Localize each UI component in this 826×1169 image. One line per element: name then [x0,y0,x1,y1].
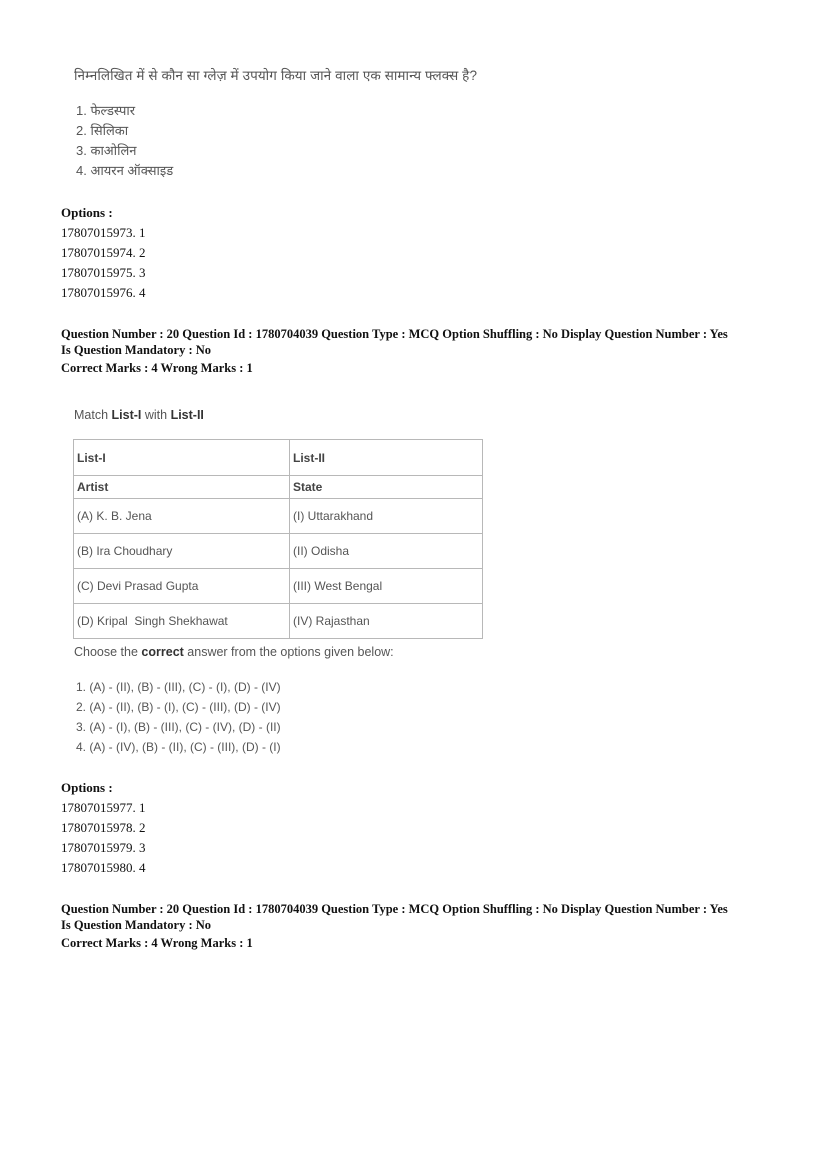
table-cell: (C) Devi Prasad Gupta [74,569,290,604]
question-meta [61,901,781,951]
option-id: 17807015977. 1 [61,800,146,815]
options-heading: Options : [61,780,113,795]
table-cell: (D) Kripal Singh Shekhawat [74,604,290,639]
question-meta-line: Is Question Mandatory : No [61,918,212,932]
table-cell: (A) K. B. Jena [74,499,290,534]
option-id: 17807015973. 1 [61,225,146,240]
question-meta-line: Correct Marks : 4 Wrong Marks : 1 [61,361,253,375]
choice-item: 2. (A) - (II), (B) - (I), (C) - (III), (D) - (IV) [76,700,281,714]
question-text-hindi: निम्नलिखित में से कौन सा ग्लेज़ में उपयोग किया जाने वाला एक सामान्य फ्लक्स है? [74,68,478,83]
option-id: 17807015975. 3 [61,265,146,280]
table-subheader: Artist [74,476,290,499]
question-meta [61,326,781,376]
table-cell: (B) Ira Choudhary [74,534,290,569]
question-meta-line: Question Number : 20 Question Id : 1780704039 Question Type : MCQ Option Shuffling : No Display Question Number : Yes [61,902,728,916]
options-block [61,203,146,303]
option-id: 17807015974. 2 [61,245,146,260]
choice-item: 1. (A) - (II), (B) - (III), (C) - (I), (D) - (IV) [76,680,281,694]
question-choices-hindi [76,101,173,181]
match-title: Match List-I with List-II [74,408,204,422]
choose-instruction: Choose the correct answer from the options given below: [74,645,394,659]
choice-item: 2. सिलिका [76,123,129,138]
table-cell: (III) West Bengal [290,569,483,604]
question-meta-line: Question Number : 20 Question Id : 1780704039 Question Type : MCQ Option Shuffling : No Display Question Number : Yes [61,327,728,341]
options-heading: Options : [61,205,113,220]
table-header: List-I [74,440,290,476]
choice-item: 3. (A) - (I), (B) - (III), (C) - (IV), (D) - (II) [76,720,281,734]
table-header: List-II [290,440,483,476]
choice-item: 4. आयरन ऑक्साइड [76,163,174,178]
option-id: 17807015980. 4 [61,860,146,875]
options-block [61,778,146,878]
table-cell: (II) Odisha [290,534,483,569]
match-choices [76,677,281,757]
question-meta-line: Is Question Mandatory : No [61,343,212,357]
table-cell: (IV) Rajasthan [290,604,483,639]
choice-item: 4. (A) - (IV), (B) - (II), (C) - (III), (D) - (I) [76,740,281,754]
table-cell: (I) Uttarakhand [290,499,483,534]
question-meta-line: Correct Marks : 4 Wrong Marks : 1 [61,936,253,950]
choice-item: 3. काओलिन [76,143,137,158]
option-id: 17807015976. 4 [61,285,146,300]
option-id: 17807015979. 3 [61,840,146,855]
table-subheader: State [290,476,483,499]
match-table [73,439,483,639]
choice-item: 1. फेल्डस्पार [76,103,136,118]
option-id: 17807015978. 2 [61,820,146,835]
